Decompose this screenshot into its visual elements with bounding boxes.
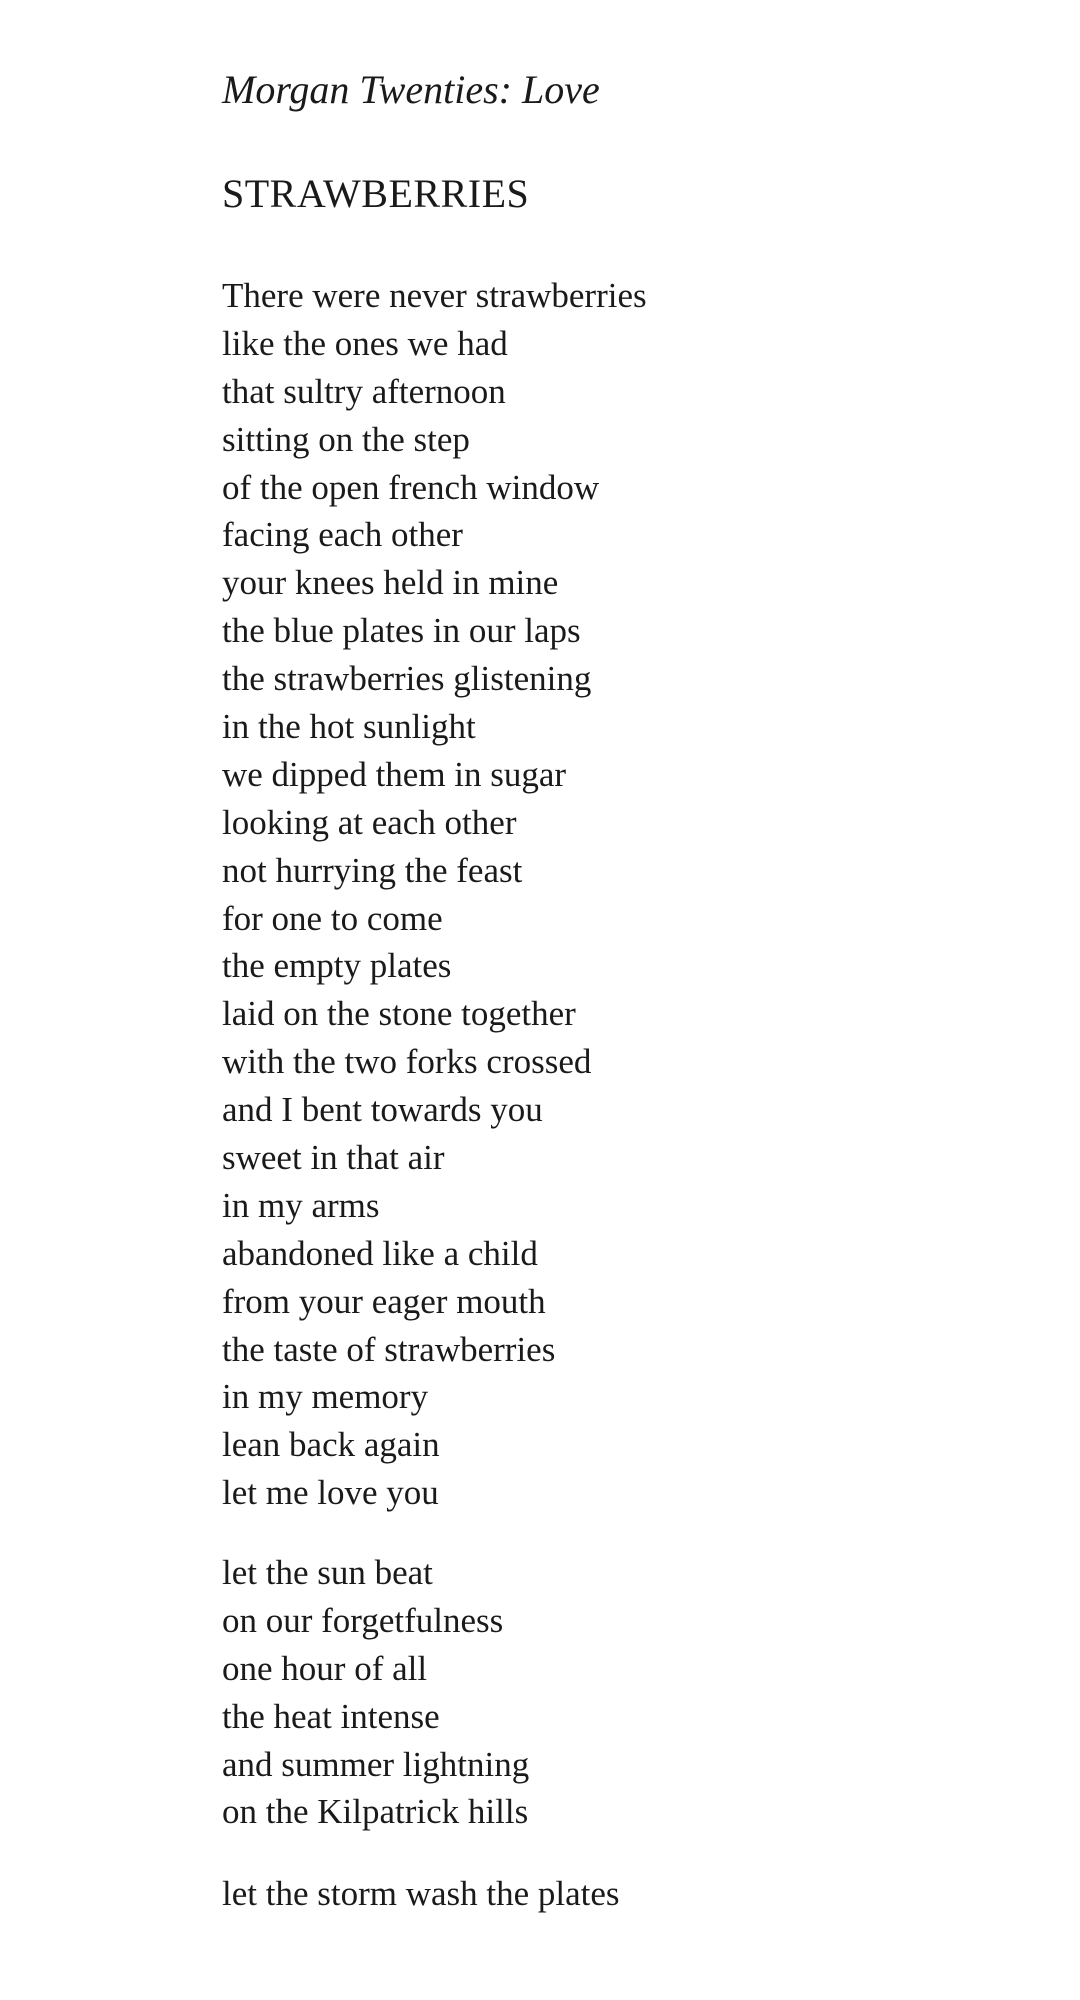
poem-line: not hurrying the feast bbox=[222, 850, 523, 890]
poem-line: let the sun beat bbox=[222, 1553, 433, 1592]
poem-line: sitting on the step bbox=[222, 419, 470, 459]
stanza-2 bbox=[222, 1549, 529, 1836]
poem-line: the taste of strawberries bbox=[222, 1329, 556, 1369]
poem-line: sweet in that air bbox=[222, 1138, 445, 1178]
poem-line: and summer lightning bbox=[222, 1744, 530, 1784]
poem-line: in my memory bbox=[222, 1377, 429, 1417]
stanza-3 bbox=[222, 1870, 620, 1918]
poem-line: the blue plates in our laps bbox=[222, 611, 581, 651]
poem-line: and I bent towards you bbox=[222, 1090, 543, 1130]
poem-line: of the open french window bbox=[222, 467, 600, 507]
poem-line: laid on the stone together bbox=[222, 994, 576, 1034]
poem-line: the heat intense bbox=[222, 1696, 440, 1736]
poem-line: There were never strawberries bbox=[222, 276, 647, 315]
poem-line: for one to come bbox=[222, 898, 443, 938]
poem-line: like the ones we had bbox=[222, 323, 508, 363]
poem-line: abandoned like a child bbox=[222, 1233, 538, 1273]
poem-line: on the Kilpatrick hills bbox=[222, 1792, 529, 1832]
poem-line: from your eager mouth bbox=[222, 1281, 546, 1321]
poem-line: let the storm wash the plates bbox=[222, 1874, 620, 1913]
poem-line: we dipped them in sugar bbox=[222, 754, 567, 794]
poem-title: STRAWBERRIES bbox=[222, 171, 530, 216]
poem-line: with the two forks crossed bbox=[222, 1042, 592, 1082]
poem-line: let me love you bbox=[222, 1473, 439, 1513]
poem-line: facing each other bbox=[222, 515, 463, 555]
poem-line: the strawberries glistening bbox=[222, 659, 592, 699]
poem-line: on our forgetfulness bbox=[222, 1600, 504, 1640]
poem-line: your knees held in mine bbox=[222, 563, 559, 603]
section-header: Morgan Twenties: Love bbox=[222, 67, 600, 112]
poem-line: the empty plates bbox=[222, 946, 452, 986]
poem-line: that sultry afternoon bbox=[222, 371, 506, 411]
stanza-1 bbox=[222, 272, 647, 1517]
poem-line: in my arms bbox=[222, 1185, 380, 1225]
poem-line: lean back again bbox=[222, 1425, 440, 1465]
poem-line: in the hot sunlight bbox=[222, 707, 476, 747]
poem-line: looking at each other bbox=[222, 802, 517, 842]
poem-line: one hour of all bbox=[222, 1648, 428, 1688]
